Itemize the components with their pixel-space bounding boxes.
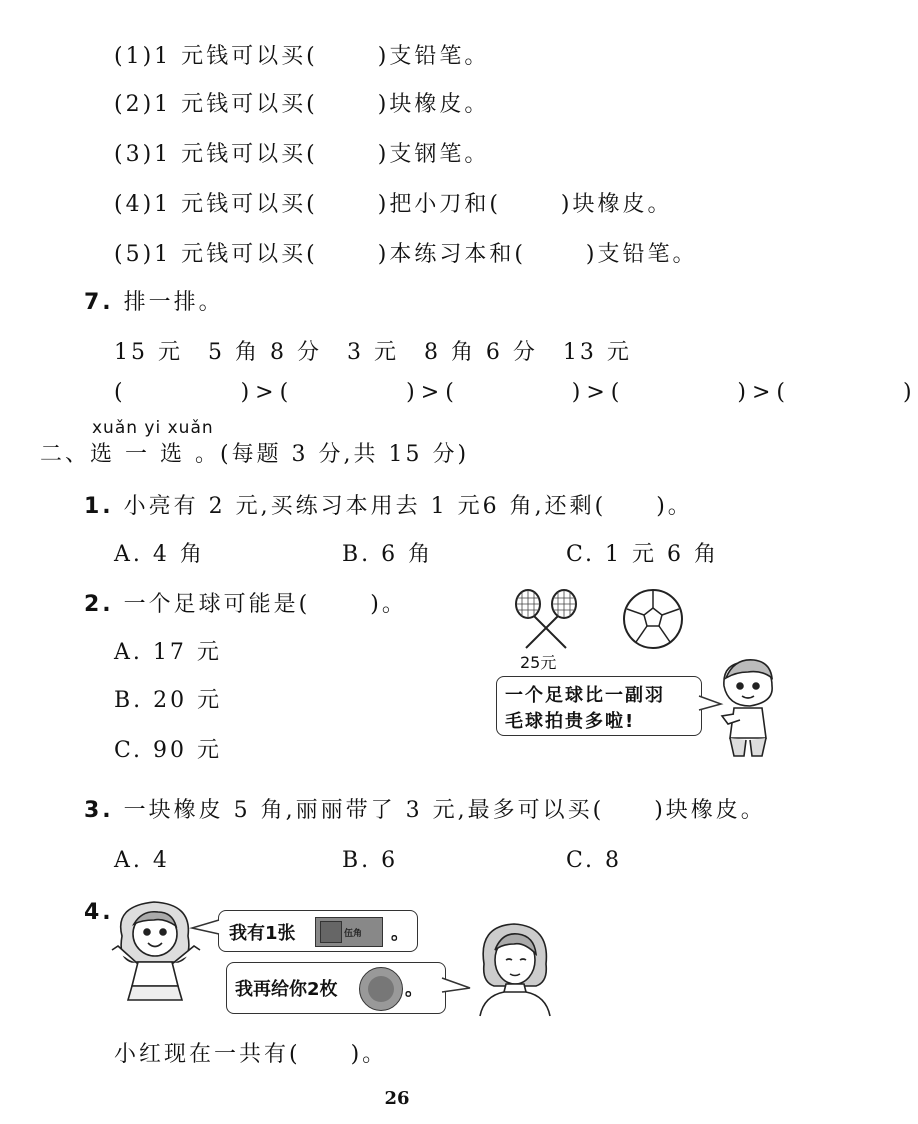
q2-text: 一个足球可能是( )。 xyxy=(123,592,407,617)
q2-question xyxy=(84,590,407,620)
q6-line-5: (5)1 元钱可以买( )本练习本和( )支铅笔。 xyxy=(114,242,698,267)
girl-illustration xyxy=(108,896,208,1006)
q4-speech-bubble-1 xyxy=(218,910,418,952)
q7-title: 排一排。 xyxy=(123,290,224,315)
q2-speech-line-1: 一个足球比一副羽 xyxy=(505,685,665,706)
q4-speech-bubble-2 xyxy=(226,962,446,1014)
section2-heading: 二、选 一 选 。(每题 3 分,共 15 分) xyxy=(40,442,470,467)
banknote-label: 伍角 xyxy=(344,929,363,939)
racket-price: 25元 xyxy=(520,653,557,672)
q2-speech-bubble xyxy=(496,676,702,736)
q3-number: 3. xyxy=(84,798,114,823)
q1-option-b: B. 6 角 xyxy=(342,542,434,567)
badminton-rackets-icon xyxy=(508,586,586,650)
coin-image xyxy=(359,967,403,1011)
q4-number: 4. xyxy=(84,900,114,925)
q4-speech-1-end: 。 xyxy=(391,923,409,944)
q2-number: 2. xyxy=(84,592,114,617)
q4-speech-2-text: 我再给你2枚 xyxy=(235,979,338,1000)
q7-heading xyxy=(84,288,224,318)
q1-option-a: A. 4 角 xyxy=(114,542,205,567)
coin-inner xyxy=(368,976,394,1002)
q4-speech-1-text: 我有1张 xyxy=(229,923,296,944)
q1-option-c: C. 1 元 6 角 xyxy=(566,542,720,567)
q7-number: 7. xyxy=(84,290,114,315)
q6-line-2: (2)1 元钱可以买( )块橡皮。 xyxy=(114,92,490,117)
q4-final-question: 小红现在一共有( )。 xyxy=(114,1042,388,1067)
page-number: 26 xyxy=(384,1088,410,1109)
q2-option-b: B. 20 元 xyxy=(114,688,223,713)
q2-speech-line-2: 毛球拍贵多啦! xyxy=(505,711,636,732)
q6-line-3: (3)1 元钱可以买( )支钢笔。 xyxy=(114,142,490,167)
q3-question xyxy=(84,796,766,826)
q2-option-a: A. 17 元 xyxy=(114,640,222,665)
q1-text: 小亮有 2 元,买练习本用去 1 元6 角,还剩( )。 xyxy=(123,494,693,519)
q6-line-1: (1)1 元钱可以买( )支铅笔。 xyxy=(114,44,490,69)
section2-pinyin: xuǎn yi xuǎn xyxy=(92,418,214,438)
woman-illustration xyxy=(470,920,560,1016)
q1-question xyxy=(84,492,693,522)
q4-bubble-2-tail xyxy=(442,976,472,996)
banknote-portrait xyxy=(320,921,342,943)
soccer-ball-icon xyxy=(622,588,684,650)
banknote-image xyxy=(315,917,383,947)
q3-option-a: A. 4 xyxy=(114,848,170,873)
q4-bubble-1-tail xyxy=(190,918,220,938)
q2-option-c: C. 90 元 xyxy=(114,738,223,763)
q3-option-c: C. 8 xyxy=(566,848,623,873)
q3-text: 一块橡皮 5 角,丽丽带了 3 元,最多可以买( )块橡皮。 xyxy=(123,798,766,823)
q7-values: 15 元 5 角 8 分 3 元 8 角 6 分 13 元 xyxy=(114,340,632,365)
q4-speech-2-end: 。 xyxy=(405,979,423,1000)
q3-option-b: B. 6 xyxy=(342,848,399,873)
q7-blanks: ( )>( )>( )>( )>( ) xyxy=(114,380,918,405)
boy-illustration xyxy=(714,656,784,760)
q6-line-4: (4)1 元钱可以买( )把小刀和( )块橡皮。 xyxy=(114,192,673,217)
q1-number: 1. xyxy=(84,494,114,519)
